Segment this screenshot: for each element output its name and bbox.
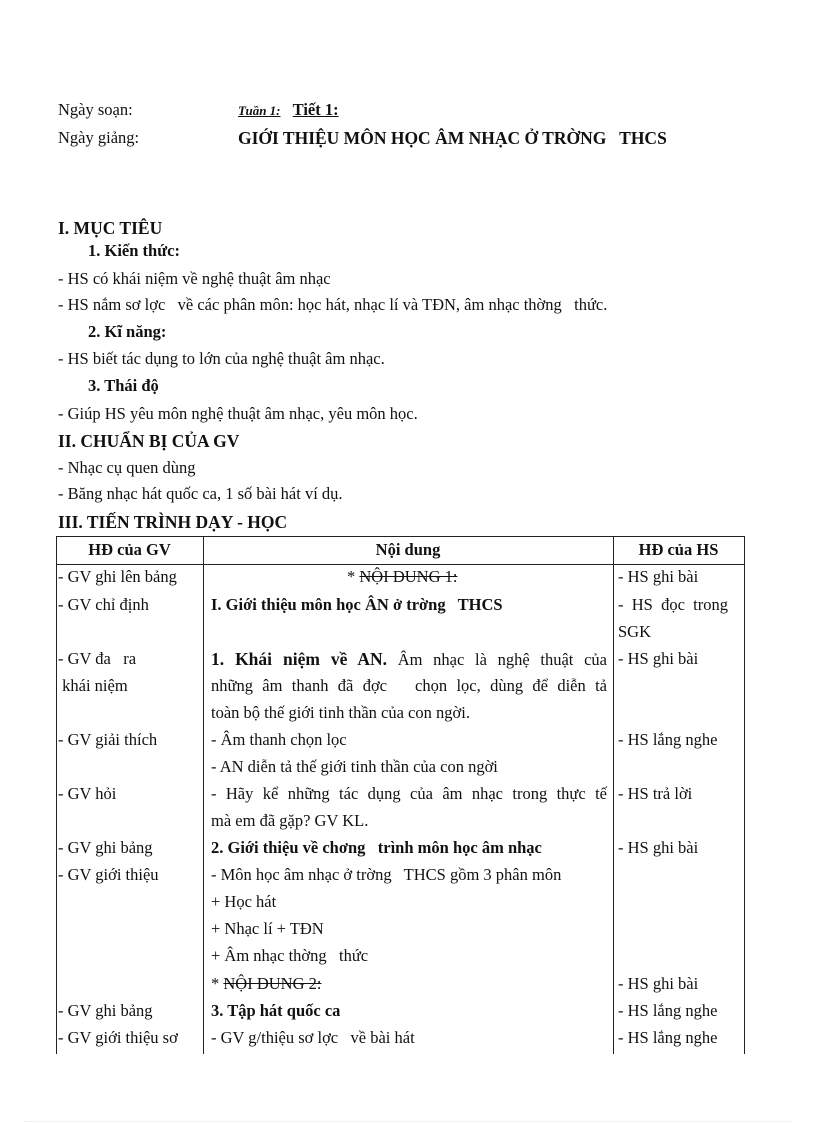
nhac-li-line: + Nhạc lí + TĐN [211, 919, 324, 938]
gioi-thieu-mon-hoc: I. Giới thiệu môn học ÂN ở trờng THCS [211, 595, 503, 614]
am-thanh-chon-loc: - Âm thanh chọn lọc [211, 730, 347, 749]
page-title: GIỚI THIỆU MÔN HỌC ÂM NHẠC Ở TRỜNG THCS [238, 128, 667, 148]
hs-cell: - HS ghi bài [618, 567, 699, 586]
subsection-ki-nang: 2. Kĩ năng: [88, 322, 167, 341]
hoc-hat-line: + Học hát [211, 892, 277, 911]
hs-cell: - HS lắng nghe [618, 1028, 718, 1047]
section-muc-tieu: I. MỤC TIÊU [58, 218, 163, 238]
ngay-giang-label: Ngày giảng: [58, 128, 140, 147]
table-left-border [56, 536, 57, 1054]
table-header-noi-dung: Nội dung [375, 540, 441, 559]
tiet-label: Tiết 1: [292, 100, 339, 119]
noi-dung-2-star: * [211, 974, 224, 993]
noi-dung-1-heading [347, 567, 457, 587]
table-header-hs: HĐ của HS [638, 540, 719, 559]
thai-do-line-1: - Giúp HS yêu môn nghệ thuật âm nhạc, yêu môn học. [58, 404, 418, 423]
gv-cell: khái niệm [58, 676, 128, 695]
hay-ke-line-2: mà em đã gặp? GV KL. [211, 811, 369, 830]
table-header-border [56, 564, 745, 565]
am-nhac-tt-line: + Âm nhạc thờng thức [211, 946, 369, 965]
gv-cell: - GV đa ra [58, 649, 137, 668]
khai-niem-line-2: những âm thanh đã đợc chọn lọc, dùng để diễn tả [211, 676, 607, 695]
tuan-label: Tuần 1: [238, 103, 281, 118]
table-divider-1 [203, 536, 204, 1054]
subsection-kien-thuc: 1. Kiến thức: [88, 241, 180, 260]
ki-nang-line-1: - HS biết tác dụng to lớn của nghệ thuật âm nhạc. [58, 349, 385, 368]
hs-cell: - HS lắng nghe [618, 730, 718, 749]
noi-dung-1-label: NỘI DUNG 1: [359, 567, 458, 586]
chuan-bi-line-1: - Nhạc cụ quen dùng [58, 458, 196, 477]
mon-hoc-line: - Môn học âm nhạc ở trờng THCS gồm 3 phân môn [211, 865, 562, 884]
gv-cell: - GV ghi bảng [58, 838, 153, 857]
gv-cell: - GV ghi bảng [58, 1001, 153, 1020]
noi-dung-2-heading [211, 974, 321, 994]
section-chuan-bi: II. CHUẨN BỊ CỦA GV [58, 431, 240, 451]
hs-cell: - HS ghi bài [618, 649, 699, 668]
hs-cell: SGK [618, 622, 652, 641]
section-tien-trinh: III. TIẾN TRÌNH DẠY - HỌC [58, 512, 288, 532]
gv-cell: - GV giới thiệu sơ [58, 1028, 178, 1047]
chuong-trinh-heading: 2. Giới thiệu về chơng trình môn học âm nhạc [211, 838, 542, 857]
an-dien-ta: - AN diễn tả thế giới tinh thần của con ngời [211, 757, 498, 776]
khai-niem-rest: Âm nhạc là nghệ thuật của [387, 650, 607, 669]
table-header-gv: HĐ của GV [88, 540, 171, 559]
hs-cell: - HS trả lời [618, 784, 693, 803]
noi-dung-2-label: NỘI DUNG 2: [223, 974, 322, 993]
lesson-week [238, 100, 339, 120]
gv-cell: - GV ghi lên bảng [58, 567, 177, 586]
tap-hat-heading: 3. Tập hát quốc ca [211, 1001, 341, 1020]
hs-cell: - HS đọc trong [618, 595, 728, 614]
gv-cell: - GV hỏi [58, 784, 117, 803]
gv-cell: - GV giới thiệu [58, 865, 159, 884]
hs-cell: - HS ghi bài [618, 974, 699, 993]
khai-niem-line-1 [211, 649, 607, 670]
table-top-border [56, 536, 745, 537]
chuan-bi-line-2: - Băng nhạc hát quốc ca, 1 số bài hát ví dụ. [58, 484, 343, 503]
table-divider-2 [613, 536, 614, 1054]
kien-thuc-line-1: - HS có khái niệm về nghệ thuật âm nhạc [58, 269, 331, 288]
hay-ke-line-1: - Hãy kể những tác dụng của âm nhạc trong thực tế [211, 784, 607, 803]
khai-niem-title: 1. Khái niệm về AN. [211, 649, 388, 669]
khai-niem-line-3: toàn bộ thế giới tinh thần của con ngời. [211, 703, 470, 722]
hs-cell: - HS lắng nghe [618, 1001, 718, 1020]
kien-thuc-line-2: - HS nắm sơ lợc về các phân môn: học hát, nhạc lí và TĐN, âm nhạc thờng thức. [58, 295, 608, 314]
gv-gthieu-line: - GV g/thiệu sơ lợc về bài hát [211, 1028, 415, 1047]
hs-cell: - HS ghi bài [618, 838, 699, 857]
gv-cell: - GV giải thích [58, 730, 158, 749]
table-right-border [744, 536, 745, 1054]
page-bottom-divider [24, 1121, 792, 1122]
gv-cell: - GV chỉ định [58, 595, 149, 614]
ngay-soan-label: Ngày soạn: [58, 100, 133, 119]
subsection-thai-do: 3. Thái độ [88, 376, 159, 395]
noi-dung-1-star: * [347, 567, 360, 586]
